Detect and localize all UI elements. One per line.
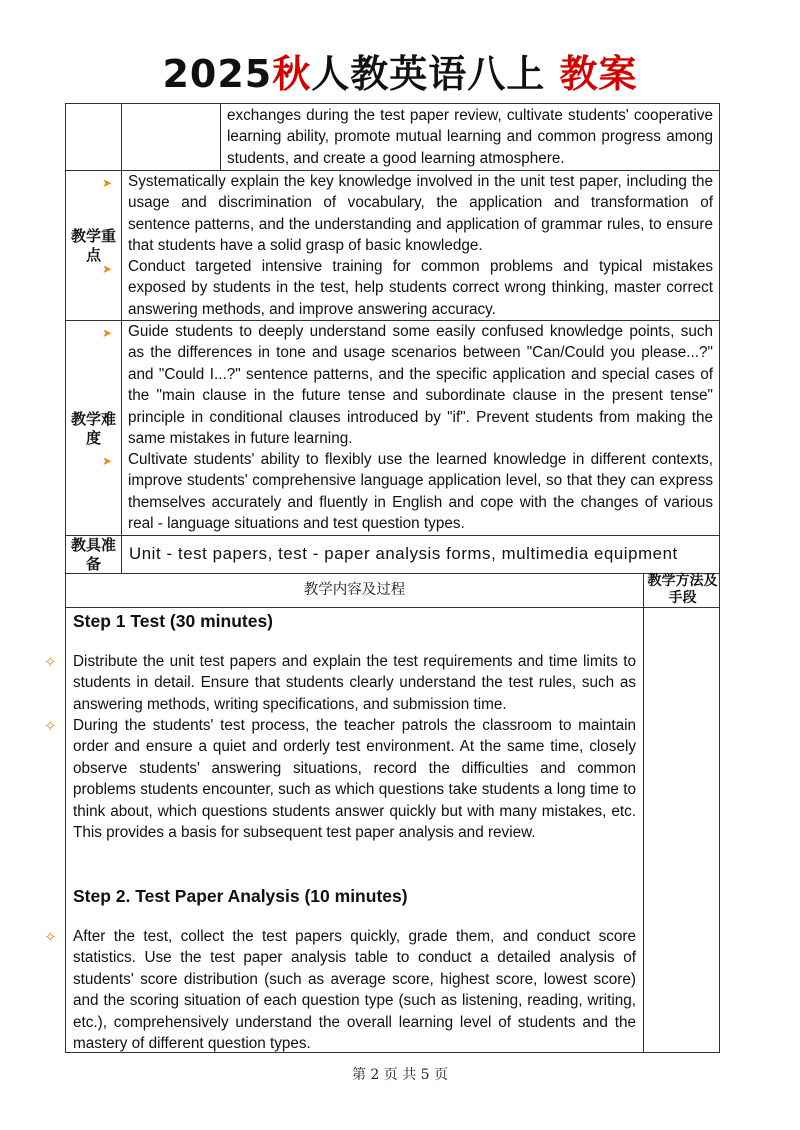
difficulty-item: Guide students to deeply understand some easily confused knowledge points, such as the differences in tone and usage scenarios between "Can/Could you please...?" and "Could I...?" sentence patterns, and the specific application and special cases of the "main clause in the future tense and subordinate clause in the present tense" principle in conditional clauses introduced by "if". Prevent students from making the same mistakes in future learning. [128, 323, 713, 448]
step-1-paragraph: Distribute the unit test papers and explain the test requirements and time limits to students in detail. Ensure that students clearly understand the test rules, such as answering methods, writing specifications, and submission time. [73, 653, 636, 713]
tools-label: 教具准备 [70, 536, 116, 573]
right-arrowhead-icon: ➤ [102, 262, 113, 276]
four-point-star-icon: ✧ [44, 654, 57, 671]
title-course: 人教英语八上 [311, 52, 546, 96]
four-point-star-icon: ✧ [44, 929, 57, 946]
key-point-item: Systematically explain the key knowledge involved in the unit test paper, including the usage and discrimination of vocabulary, the application and transformation of sentence patterns, and the understanding and application of grammar rules, to ensure that students have a solid grasp of basic knowledge. [128, 173, 713, 255]
step-2-paragraph: After the test, collect the test papers quickly, grade them, and conduct score statistics. Use the test paper analysis table to conduct a detailed analysis of students' score distribution (such as average score, highest score, lowest score) and the scoring situation of each question type (such as listening, reading, writing, etc.), comprehensively understand the overall learning level of students and the mastery of different question types. [73, 928, 636, 1053]
tools-text: Unit - test papers, test - paper analysis forms, multimedia equipment [129, 544, 678, 563]
right-arrowhead-icon: ➤ [102, 326, 113, 340]
step-1-title: Step 1 Test (30 minutes) [73, 611, 274, 631]
grid-line [121, 104, 122, 170]
title-year: 2025 [162, 52, 273, 96]
right-arrowhead-icon: ➤ [102, 454, 113, 468]
key-points-label: 教学重点 [70, 227, 116, 264]
grid-line [643, 573, 644, 1052]
lesson-plan-table [44, 103, 720, 1053]
grid-line [121, 170, 122, 573]
step-2-title: Step 2. Test Paper Analysis (10 minutes) [73, 886, 408, 906]
title-suffix: 教案 [559, 52, 638, 96]
grid-line [220, 104, 221, 170]
page-number: 第 2 页 共 5 页 [351, 1067, 449, 1083]
document-title [0, 48, 800, 100]
right-arrowhead-icon: ➤ [102, 176, 113, 190]
process-header: 教学内容及过程 [303, 582, 406, 598]
grid-line [66, 535, 719, 536]
grid-line [66, 573, 719, 574]
step-1-paragraph: During the students' test process, the teacher patrols the classroom to maintain order and ensure a quiet and orderly test environment. At the same time, closely observe students' answering situations, record the difficulties and common problems students encounter, such as which questions take students a long time to think about, which questions students answer quickly but with many mistakes, etc. This provides a basis for subsequent test paper analysis and review. [73, 717, 636, 842]
title-season: 秋 [272, 52, 312, 96]
difficulty-item: Cultivate students' ability to flexibly use the learned knowledge in different contexts, improve students' comprehensive language application level, so that they can express themselves accurately and fluently in English and cope with the changes of various real - language situations and test question types. [128, 451, 713, 533]
grid-line [66, 607, 719, 608]
difficulties-label: 教学难度 [70, 410, 116, 447]
four-point-star-icon: ✧ [44, 718, 57, 735]
methods-header: 教学方法及手段 [647, 573, 718, 606]
objective-continued-text: exchanges during the test paper review, cultivate students' cooperative learning ability, promote mutual learning and common progress among students, and create a good learning atmosphere. [227, 107, 713, 167]
key-point-item: Conduct targeted intensive training for common problems and typical mistakes exposed by students in the test, help students correct wrong thinking, master correct answering methods, and improve answering accuracy. [128, 258, 713, 318]
